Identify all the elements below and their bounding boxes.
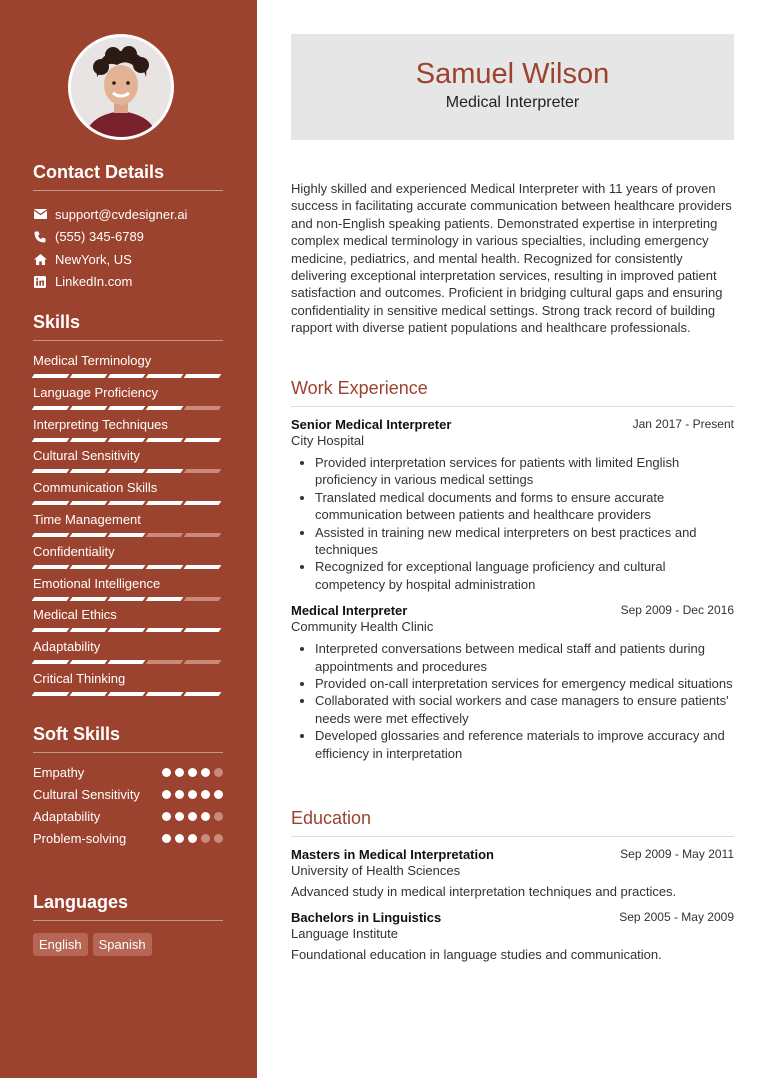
skill-name: Confidentiality bbox=[33, 543, 115, 559]
skill-level-bar bbox=[33, 565, 223, 569]
job-date: Sep 2009 - Dec 2016 bbox=[620, 603, 734, 618]
degree-date: Sep 2009 - May 2011 bbox=[620, 847, 734, 861]
skill-level-bar bbox=[33, 406, 223, 410]
home-icon bbox=[33, 252, 47, 266]
soft-skill-rating bbox=[162, 812, 223, 821]
rating-dot bbox=[188, 790, 197, 799]
skill-name: Emotional Intelligence bbox=[33, 575, 161, 591]
skill-name: Critical Thinking bbox=[33, 670, 126, 686]
education-entry bbox=[291, 847, 734, 899]
skill-level-bar bbox=[33, 438, 223, 442]
skill-name: Adaptability bbox=[33, 639, 101, 655]
profile-photo bbox=[68, 34, 174, 140]
candidate-name: Samuel Wilson bbox=[415, 58, 610, 90]
job-bullet: • Recognized for exceptional language proficiency and cultural competency by hospital administration bbox=[315, 558, 734, 593]
skill-item bbox=[33, 480, 223, 512]
skill-level-segment bbox=[146, 501, 184, 505]
skill-level-segment bbox=[32, 628, 70, 632]
job-bullets bbox=[315, 454, 734, 593]
contact-location-text: NewYork, US bbox=[55, 251, 132, 267]
rating-dot bbox=[188, 834, 197, 843]
soft-skill-item bbox=[33, 787, 223, 803]
soft-skill-item bbox=[33, 831, 223, 847]
soft-skill-name: Problem-solving bbox=[33, 831, 127, 846]
languages-section bbox=[33, 892, 223, 956]
skill-item bbox=[33, 385, 223, 417]
rating-dot bbox=[201, 834, 210, 843]
skill-level-segment bbox=[108, 501, 146, 505]
education-entry bbox=[291, 910, 734, 962]
skill-level-segment bbox=[70, 374, 108, 378]
skill-level-segment bbox=[184, 597, 222, 601]
rating-dot bbox=[175, 812, 184, 821]
skills-section bbox=[33, 312, 223, 703]
profile-summary: Highly skilled and experienced Medical Interpreter with 11 years of proven success in facilitating accurate communication between healthcare providers and non-English speaking patients. Demonstrated expertise in interpreting complex medical terminology in various specialties, including emergency medicine, pediatrics, and mental health. Recognized for consistently delivering exceptional interpretation services, resulting in improved patient satisfaction and outcomes. Proficient in bridging cultural gaps and ensuring confidentiality in sensitive medical settings. Strong track record of building rapport with diverse patient populations and healthcare professionals. bbox=[291, 181, 732, 336]
skill-level-segment bbox=[32, 501, 70, 505]
degree-description: Foundational education in language studies and communication. bbox=[291, 947, 662, 962]
skill-level-segment bbox=[108, 628, 146, 632]
skill-name: Interpreting Techniques bbox=[33, 416, 168, 432]
skill-level-segment bbox=[184, 533, 222, 537]
contact-section bbox=[33, 162, 223, 293]
skill-level-segment bbox=[108, 438, 146, 442]
contact-linkedin-text: LinkedIn.com bbox=[55, 274, 133, 290]
soft-skills-section bbox=[33, 724, 223, 853]
skill-item bbox=[33, 671, 223, 703]
skill-level-segment bbox=[146, 406, 184, 410]
skill-name: Language Proficiency bbox=[33, 384, 159, 400]
skill-level-segment bbox=[70, 533, 108, 537]
rating-dot bbox=[214, 768, 223, 777]
rating-dot bbox=[214, 812, 223, 821]
skill-level-segment bbox=[146, 374, 184, 378]
skill-item bbox=[33, 512, 223, 544]
work-experience-heading: Work Experience bbox=[291, 378, 734, 407]
skill-level-segment bbox=[70, 469, 108, 473]
avatar-icon bbox=[71, 37, 171, 137]
soft-skill-rating bbox=[162, 834, 223, 843]
skill-level-segment bbox=[70, 628, 108, 632]
job-bullet: • Assisted in training new medical interpreters on best practices and techniques bbox=[315, 524, 734, 559]
skill-level-segment bbox=[70, 501, 108, 505]
skill-level-bar bbox=[33, 660, 223, 664]
degree-title: Masters in Medical Interpretation bbox=[291, 847, 494, 862]
languages-list bbox=[33, 933, 223, 956]
skill-level-segment bbox=[184, 628, 222, 632]
job-bullet: • Developed glossaries and reference materials to improve accuracy and efficiency in interpretation bbox=[315, 727, 734, 762]
rating-dot bbox=[214, 790, 223, 799]
skill-item bbox=[33, 544, 223, 576]
skill-name: Medical Ethics bbox=[33, 607, 117, 623]
job-bullets bbox=[315, 640, 734, 762]
skill-item bbox=[33, 576, 223, 608]
job-employer: Community Health Clinic bbox=[291, 619, 434, 635]
skills-heading: Skills bbox=[33, 312, 223, 341]
skill-level-segment bbox=[146, 597, 184, 601]
soft-skills-heading: Soft Skills bbox=[33, 724, 223, 753]
soft-skill-rating bbox=[162, 790, 223, 799]
skill-level-segment bbox=[70, 406, 108, 410]
skill-level-segment bbox=[184, 501, 222, 505]
job-bullet: • Translated medical documents and forms to ensure accurate communication between patients and healthcare providers bbox=[315, 489, 734, 524]
contact-phone[interactable] bbox=[33, 226, 223, 249]
language-tag: English bbox=[33, 933, 88, 956]
skill-level-segment bbox=[108, 469, 146, 473]
rating-dot bbox=[175, 790, 184, 799]
skill-level-segment bbox=[184, 438, 222, 442]
skill-name: Communication Skills bbox=[33, 480, 158, 496]
skill-item bbox=[33, 639, 223, 671]
contact-location bbox=[33, 248, 223, 271]
language-tag: Spanish bbox=[93, 933, 152, 956]
skill-level-segment bbox=[32, 469, 70, 473]
soft-skill-name: Cultural Sensitivity bbox=[33, 787, 140, 802]
skill-level-segment bbox=[70, 565, 108, 569]
skill-level-segment bbox=[32, 660, 70, 664]
rating-dot bbox=[201, 790, 210, 799]
skill-level-segment bbox=[146, 628, 184, 632]
rating-dot bbox=[162, 790, 171, 799]
resume-header bbox=[291, 34, 734, 140]
soft-skill-item bbox=[33, 765, 223, 781]
skill-level-segment bbox=[32, 374, 70, 378]
job-bullet: • Collaborated with social workers and case managers to ensure patients' needs were met effectively bbox=[315, 692, 734, 727]
contact-heading: Contact Details bbox=[33, 162, 223, 191]
degree-description: Advanced study in medical interpretation techniques and practices. bbox=[291, 884, 677, 899]
envelope-icon bbox=[33, 207, 47, 221]
skill-level-segment bbox=[32, 692, 70, 696]
contact-phone-text: (555) 345-6789 bbox=[55, 229, 144, 245]
soft-skills-list bbox=[33, 765, 223, 847]
skill-level-segment bbox=[70, 597, 108, 601]
skill-level-segment bbox=[108, 533, 146, 537]
rating-dot bbox=[162, 834, 171, 843]
school-name: Language Institute bbox=[291, 926, 398, 941]
skill-name: Time Management bbox=[33, 511, 141, 527]
job-bullet: • Interpreted conversations between medical staff and patients during appointments and procedures bbox=[315, 640, 734, 675]
candidate-title: Medical Interpreter bbox=[445, 94, 580, 111]
skill-level-segment bbox=[146, 660, 184, 664]
phone-icon bbox=[33, 230, 47, 244]
job-title: Medical Interpreter bbox=[291, 603, 408, 619]
work-entry bbox=[291, 417, 734, 593]
rating-dot bbox=[162, 768, 171, 777]
rating-dot bbox=[175, 768, 184, 777]
sidebar bbox=[0, 0, 257, 1078]
skill-item bbox=[33, 417, 223, 449]
skill-level-segment bbox=[108, 406, 146, 410]
soft-skill-name: Empathy bbox=[33, 765, 85, 780]
linkedin-icon bbox=[33, 275, 47, 289]
skill-level-segment bbox=[146, 692, 184, 696]
skill-level-segment bbox=[184, 469, 222, 473]
skill-level-bar bbox=[33, 374, 223, 378]
skill-item bbox=[33, 353, 223, 385]
skill-level-segment bbox=[184, 565, 222, 569]
skill-level-segment bbox=[108, 692, 146, 696]
skill-level-bar bbox=[33, 597, 223, 601]
skill-name: Cultural Sensitivity bbox=[33, 448, 140, 464]
contact-linkedin[interactable] bbox=[33, 271, 223, 294]
skill-level-segment bbox=[32, 406, 70, 410]
skill-level-segment bbox=[146, 438, 184, 442]
skill-level-segment bbox=[32, 438, 70, 442]
soft-skill-name: Adaptability bbox=[33, 809, 101, 824]
skill-level-segment bbox=[184, 660, 222, 664]
skill-level-segment bbox=[184, 692, 222, 696]
skill-level-segment bbox=[184, 406, 222, 410]
degree-title: Bachelors in Linguistics bbox=[291, 910, 442, 925]
skill-level-segment bbox=[70, 692, 108, 696]
soft-skill-item bbox=[33, 809, 223, 825]
skill-level-bar bbox=[33, 533, 223, 537]
skill-level-segment bbox=[32, 533, 70, 537]
rating-dot bbox=[162, 812, 171, 821]
skills-list bbox=[33, 353, 223, 703]
job-employer: City Hospital bbox=[291, 433, 364, 448]
skill-level-segment bbox=[146, 565, 184, 569]
rating-dot bbox=[188, 812, 197, 821]
skill-level-segment bbox=[70, 438, 108, 442]
job-bullet: • Provided on-call interpretation services for emergency medical situations bbox=[315, 675, 734, 692]
skill-level-segment bbox=[32, 597, 70, 601]
job-title: Senior Medical Interpreter bbox=[291, 417, 452, 432]
job-bullet: • Provided interpretation services for patients with limited English proficiency in various medical settings bbox=[315, 454, 734, 489]
contact-email-text: support@cvdesigner.ai bbox=[55, 206, 188, 222]
skill-level-bar bbox=[33, 501, 223, 505]
rating-dot bbox=[175, 834, 184, 843]
school-name: University of Health Sciences bbox=[291, 863, 461, 878]
skill-level-segment bbox=[146, 533, 184, 537]
skill-level-segment bbox=[108, 565, 146, 569]
rating-dot bbox=[188, 768, 197, 777]
skill-level-segment bbox=[70, 660, 108, 664]
job-date: Jan 2017 - Present bbox=[632, 417, 734, 431]
rating-dot bbox=[201, 768, 210, 777]
rating-dot bbox=[214, 834, 223, 843]
languages-heading: Languages bbox=[33, 892, 223, 921]
skill-level-segment bbox=[108, 374, 146, 378]
skill-item bbox=[33, 448, 223, 480]
skill-level-bar bbox=[33, 469, 223, 473]
education-heading: Education bbox=[291, 808, 734, 837]
soft-skill-rating bbox=[162, 768, 223, 777]
skill-level-bar bbox=[33, 692, 223, 696]
skill-item bbox=[33, 607, 223, 639]
skill-name: Medical Terminology bbox=[33, 353, 152, 368]
education-section bbox=[291, 808, 734, 962]
skill-level-segment bbox=[108, 597, 146, 601]
contact-email[interactable] bbox=[33, 203, 223, 226]
skill-level-segment bbox=[32, 565, 70, 569]
work-experience-section bbox=[291, 378, 734, 762]
rating-dot bbox=[201, 812, 210, 821]
skill-level-segment bbox=[184, 374, 222, 378]
skill-level-segment bbox=[108, 660, 146, 664]
skill-level-bar bbox=[33, 628, 223, 632]
work-entry bbox=[291, 603, 734, 762]
skill-level-segment bbox=[146, 469, 184, 473]
degree-date: Sep 2005 - May 2009 bbox=[619, 910, 734, 924]
